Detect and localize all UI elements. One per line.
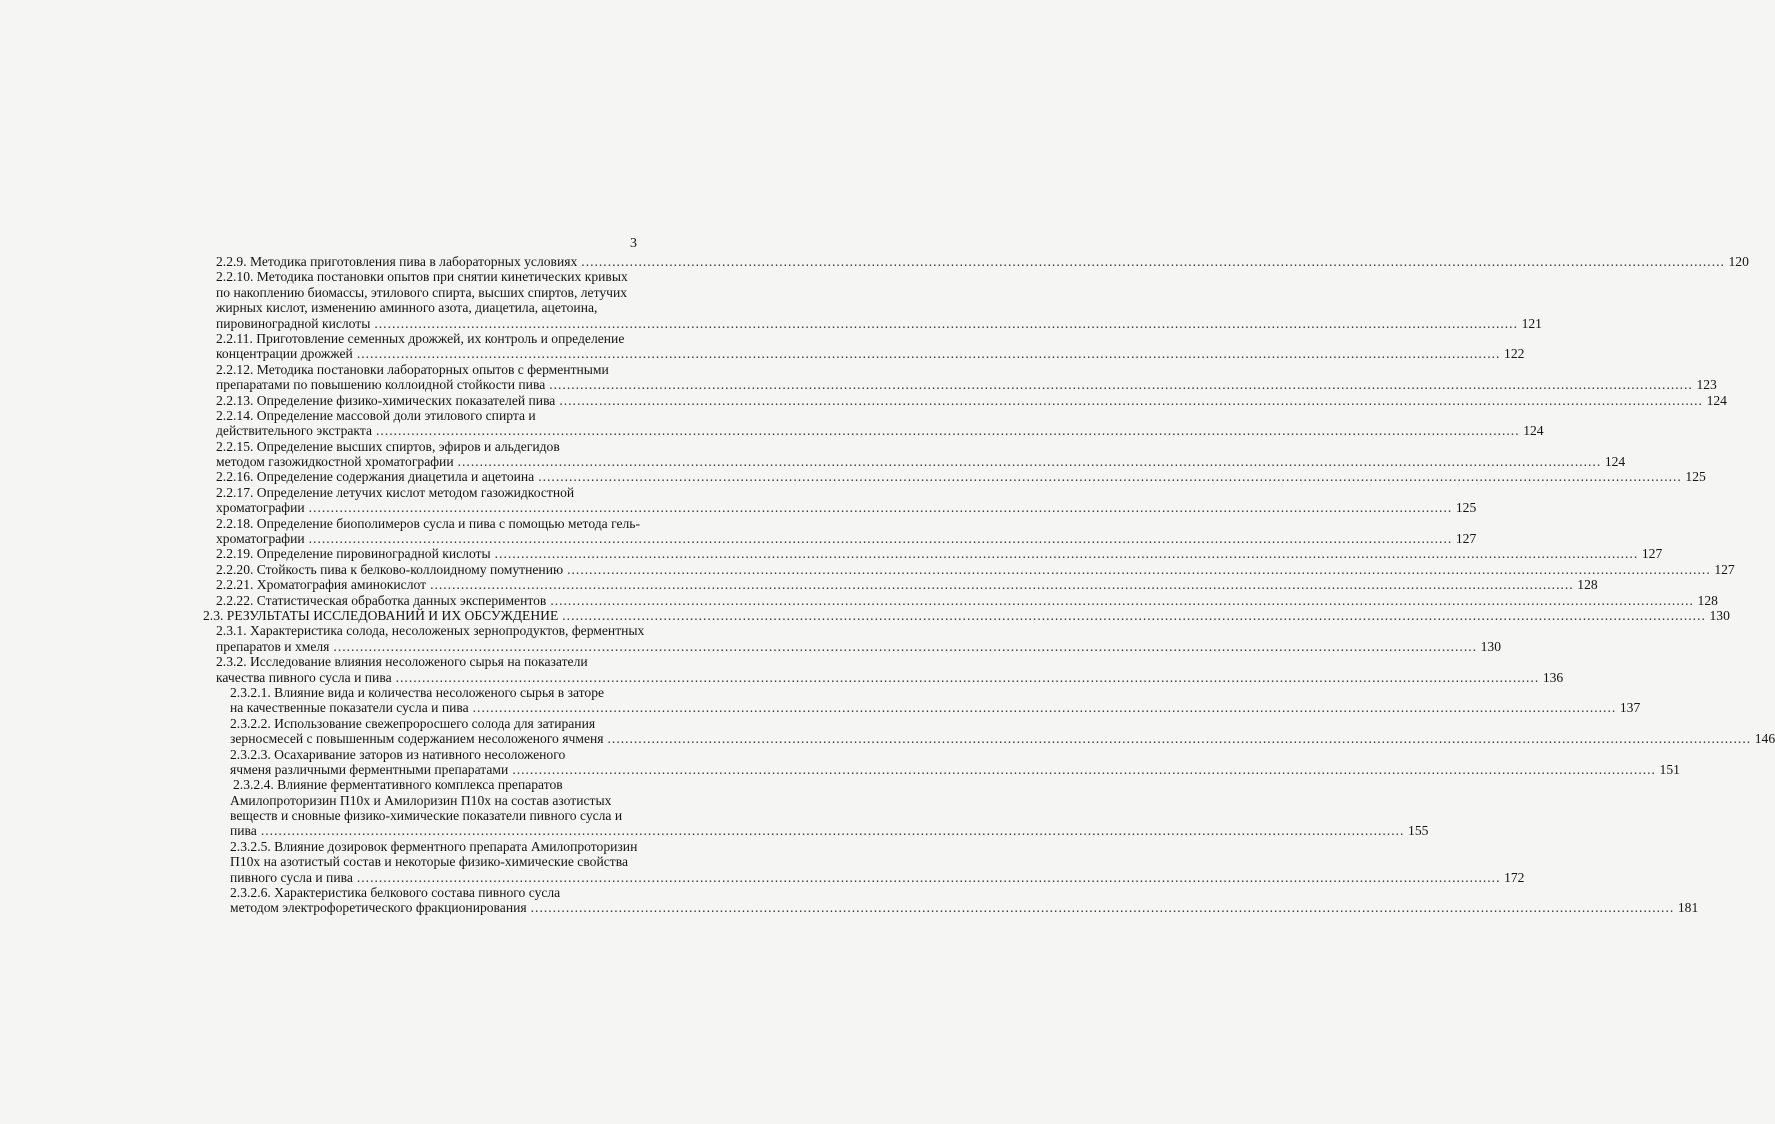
toc-page-number: 124 [1604, 454, 1626, 470]
toc-page-number: 125 [1685, 469, 1706, 485]
toc-entry [216, 330, 1525, 362]
table-of-contents [0, 254, 1775, 916]
toc-page-number: 136 [1542, 669, 1564, 685]
toc-entry-last-line [216, 469, 1706, 485]
toc-entry-last-line [216, 392, 1727, 408]
toc-page-number: 127 [1714, 561, 1735, 577]
toc-entry [216, 254, 1749, 269]
toc-entry-line: 2.3.2. Исследование влияния несоложеного сырья на показатели [216, 654, 588, 670]
toc-entry-line: Амилопроторизин П10х и Амилоризин П10х на состав азотистых [230, 792, 612, 808]
dot-leader: .................................................................................................................................................................................................................................................................... [457, 454, 1602, 470]
dot-leader: .................................................................................................................................................................................................................................................................... [472, 700, 1617, 716]
toc-entry [203, 607, 1730, 623]
dot-leader: .................................................................................................................................................................................................................................................................... [581, 254, 1725, 269]
toc-entry-last-line [216, 531, 1477, 547]
dot-leader: .................................................................................................................................................................................................................................................................... [538, 469, 1682, 485]
toc-entry-title: методом электрофоретического фракционирования [230, 900, 527, 916]
toc-entry-title: 2.2.19. Определение пировиноградной кислоты [216, 546, 491, 562]
toc-entry-title: пива [230, 823, 257, 839]
toc-entry [230, 885, 1699, 916]
toc-entry-last-line [216, 500, 1477, 516]
toc-entry-last-line [216, 254, 1749, 269]
toc-entry [230, 715, 1775, 747]
toc-entry [216, 469, 1706, 485]
dot-leader: .................................................................................................................................................................................................................................................................... [333, 638, 1478, 654]
toc-entry-title: хроматографии [216, 500, 305, 516]
toc-entry [216, 407, 1544, 439]
dot-leader: .................................................................................................................................................................................................................................................................... [549, 377, 1693, 393]
page-number: 3 [630, 236, 637, 251]
dot-leader: .................................................................................................................................................................................................................................................................... [395, 669, 1540, 685]
toc-entry [216, 546, 1663, 562]
toc-entry-last-line [216, 561, 1735, 577]
toc-page-number: 127 [1455, 531, 1477, 547]
toc-entry-title: пировиноградной кислоты [216, 315, 371, 331]
dot-leader: .................................................................................................................................................................................................................................................................... [550, 592, 1694, 608]
toc-entry [216, 438, 1626, 470]
toc-entry-line: жирных кислот, изменению аминного азота, диацетила, ацетоина, [216, 300, 598, 316]
toc-page-number: 155 [1408, 823, 1429, 839]
toc-entry [216, 392, 1727, 408]
toc-page-number: 124 [1706, 392, 1727, 408]
toc-page-number: 123 [1696, 377, 1717, 393]
toc-entry [216, 577, 1598, 593]
toc-entry-title: 2.2.9. Методика приготовления пива в лабораторных условиях [216, 254, 578, 269]
toc-page-number: 146 [1754, 731, 1775, 747]
toc-entry-line: 2.2.10. Методика постановки опытов при снятии кинетических кривых [216, 269, 628, 285]
toc-page-number: 124 [1523, 423, 1544, 439]
dot-leader: .................................................................................................................................................................................................................................................................... [430, 577, 1574, 593]
toc-entry-line: 2.2.11. Приготовление семенных дрожжей, их контроль и определение [216, 330, 625, 346]
toc-entry [216, 515, 1477, 547]
dot-leader: .................................................................................................................................................................................................................................................................... [356, 346, 1501, 362]
toc-entry-line: 2.3.2.1. Влияние вида и количества несоложеного сырья в заторе [230, 684, 605, 700]
dot-leader: .................................................................................................................................................................................................................................................................... [374, 315, 1518, 331]
dot-leader: .................................................................................................................................................................................................................................................................... [607, 731, 1752, 747]
toc-entry-title: 2.2.22. Статистическая обработка данных экспериментов [216, 592, 547, 608]
toc-entry-last-line [216, 577, 1598, 593]
toc-entry-title: 2.2.21. Хроматография аминокислот [216, 577, 427, 593]
toc-entry-last-line [216, 592, 1718, 608]
toc-entry-last-line [216, 638, 1502, 654]
toc-page-number: 181 [1677, 900, 1699, 916]
dot-leader: .................................................................................................................................................................................................................................................................... [356, 869, 1501, 885]
toc-entry [216, 269, 1542, 331]
toc-entry-title: ячменя различными ферментными препаратами [230, 761, 509, 777]
toc-entry [230, 777, 1429, 839]
toc-entry-last-line [230, 700, 1641, 716]
toc-entry-title: действительного экстракта [216, 423, 372, 439]
toc-entry-line: 2.2.14. Определение массовой доли этилового спирта и [216, 407, 536, 423]
toc-entry-title: методом газожидкостной хроматографии [216, 454, 454, 470]
dot-leader: .................................................................................................................................................................................................................................................................... [530, 900, 1675, 916]
toc-entry-last-line [216, 423, 1544, 439]
toc-page-number: 128 [1697, 592, 1718, 608]
toc-page-number: 130 [1480, 638, 1502, 654]
dot-leader: .................................................................................................................................................................................................................................................................... [308, 500, 1453, 516]
toc-entry-line: 2.3.2.4. Влияние ферментативного комплекса препаратов [233, 777, 563, 793]
toc-page-number: 127 [1641, 546, 1663, 562]
toc-entry-line: 2.2.15. Определение высших спиртов, эфиров и альдегидов [216, 438, 560, 454]
toc-entry-title: хроматографии [216, 531, 305, 547]
toc-page-number: 130 [1709, 607, 1730, 623]
toc-entry-last-line [230, 900, 1699, 916]
toc-entry-line: 2.3.2.6. Характеристика белкового состава пивного сусла [230, 885, 561, 901]
toc-entry-last-line [216, 346, 1525, 362]
toc-entry-last-line [230, 823, 1429, 839]
toc-page-number: 121 [1521, 315, 1542, 331]
toc-entry-title: 2.2.16. Определение содержания диацетила и ацетоина [216, 469, 535, 485]
toc-entry [216, 484, 1477, 516]
toc-page-number: 172 [1504, 869, 1525, 885]
toc-entry [216, 623, 1502, 654]
toc-entry-title: на качественные показатели сусла и пива [230, 700, 469, 716]
toc-entry-line: по накоплению биомассы, этилового спирта, высших спиртов, летучих [216, 284, 628, 300]
toc-entry-last-line [216, 546, 1663, 562]
toc-page-number: 122 [1504, 346, 1525, 362]
toc-entry-last-line [216, 669, 1564, 685]
dot-leader: .................................................................................................................................................................................................................................................................... [376, 423, 1520, 439]
toc-entry-title: 2.2.20. Стойкость пива к белково-коллоидному помутнению [216, 561, 564, 577]
dot-leader: .................................................................................................................................................................................................................................................................... [260, 823, 1405, 839]
toc-entry-last-line [230, 761, 1680, 777]
toc-page-number: 128 [1577, 577, 1598, 593]
toc-entry-title: зерносмесей с повышенным содержанием несоложеного ячменя [230, 731, 604, 747]
toc-page-number: 137 [1619, 700, 1641, 716]
toc-entry-title: препаратов и хмеля [216, 638, 330, 654]
toc-entry [216, 561, 1735, 577]
toc-entry-line: 2.3.2.3. Осахаривание заторов из нативного несоложеного [230, 746, 566, 762]
dot-leader: .................................................................................................................................................................................................................................................................... [567, 561, 1711, 577]
toc-entry [230, 684, 1641, 716]
dot-leader: .................................................................................................................................................................................................................................................................... [512, 761, 1656, 777]
dot-leader: .................................................................................................................................................................................................................................................................... [308, 531, 1453, 547]
dot-leader: .................................................................................................................................................................................................................................................................... [494, 546, 1639, 562]
toc-entry-last-line [203, 607, 1730, 623]
toc-entry-title: качества пивного сусла и пива [216, 669, 392, 685]
dot-leader: .................................................................................................................................................................................................................................................................... [562, 607, 1706, 623]
toc-entry-line: 2.3.1. Характеристика солода, несоложеных зернопродуктов, ферментных [216, 623, 645, 639]
toc-page-number: 151 [1659, 761, 1680, 777]
toc-entry-last-line [230, 731, 1775, 747]
toc-page-number: 120 [1728, 254, 1749, 269]
toc-entry-last-line [216, 315, 1542, 331]
toc-entry-title: пивного сусла и пива [230, 869, 353, 885]
toc-entry-title: 2.2.13. Определение физико-химических показателей пива [216, 392, 556, 408]
toc-entry-line: 2.3.2.5. Влияние дозировок ферментного препарата Амилопроторизин [230, 838, 638, 854]
toc-entry-line: веществ и сновные физико-химические показатели пивного сусла и [230, 808, 623, 824]
toc-page-number: 125 [1455, 500, 1477, 516]
toc-entry-title: препаратами по повышению коллоидной стойкости пива [216, 377, 546, 393]
toc-entry [216, 592, 1718, 608]
toc-entry-line: 2.2.17. Определение летучих кислот методом газожидкостной [216, 484, 575, 500]
toc-entry-last-line [216, 454, 1626, 470]
toc-entry-line: 2.3.2.2. Использование свежепроросшего солода для затирания [230, 715, 596, 731]
toc-entry-line: 2.2.18. Определение биополимеров сусла и пива с помощью метода гель- [216, 515, 641, 531]
dot-leader: .................................................................................................................................................................................................................................................................... [559, 392, 1703, 408]
toc-entry [230, 746, 1680, 778]
toc-entry-line: 2.2.12. Методика постановки лабораторных опытов с ферментными [216, 361, 609, 377]
toc-entry-line: П10х на азотистый состав и некоторые физико-химические свойства [230, 854, 628, 870]
toc-entry [216, 361, 1717, 393]
toc-entry-title: концентрации дрожжей [216, 346, 353, 362]
toc-entry-last-line [216, 377, 1717, 393]
toc-entry-last-line [230, 869, 1525, 885]
toc-entry-title: 2.3. РЕЗУЛЬТАТЫ ИССЛЕДОВАНИЙ И ИХ ОБСУЖДЕНИЕ [203, 607, 559, 623]
toc-entry [216, 654, 1564, 685]
toc-entry [230, 838, 1525, 885]
